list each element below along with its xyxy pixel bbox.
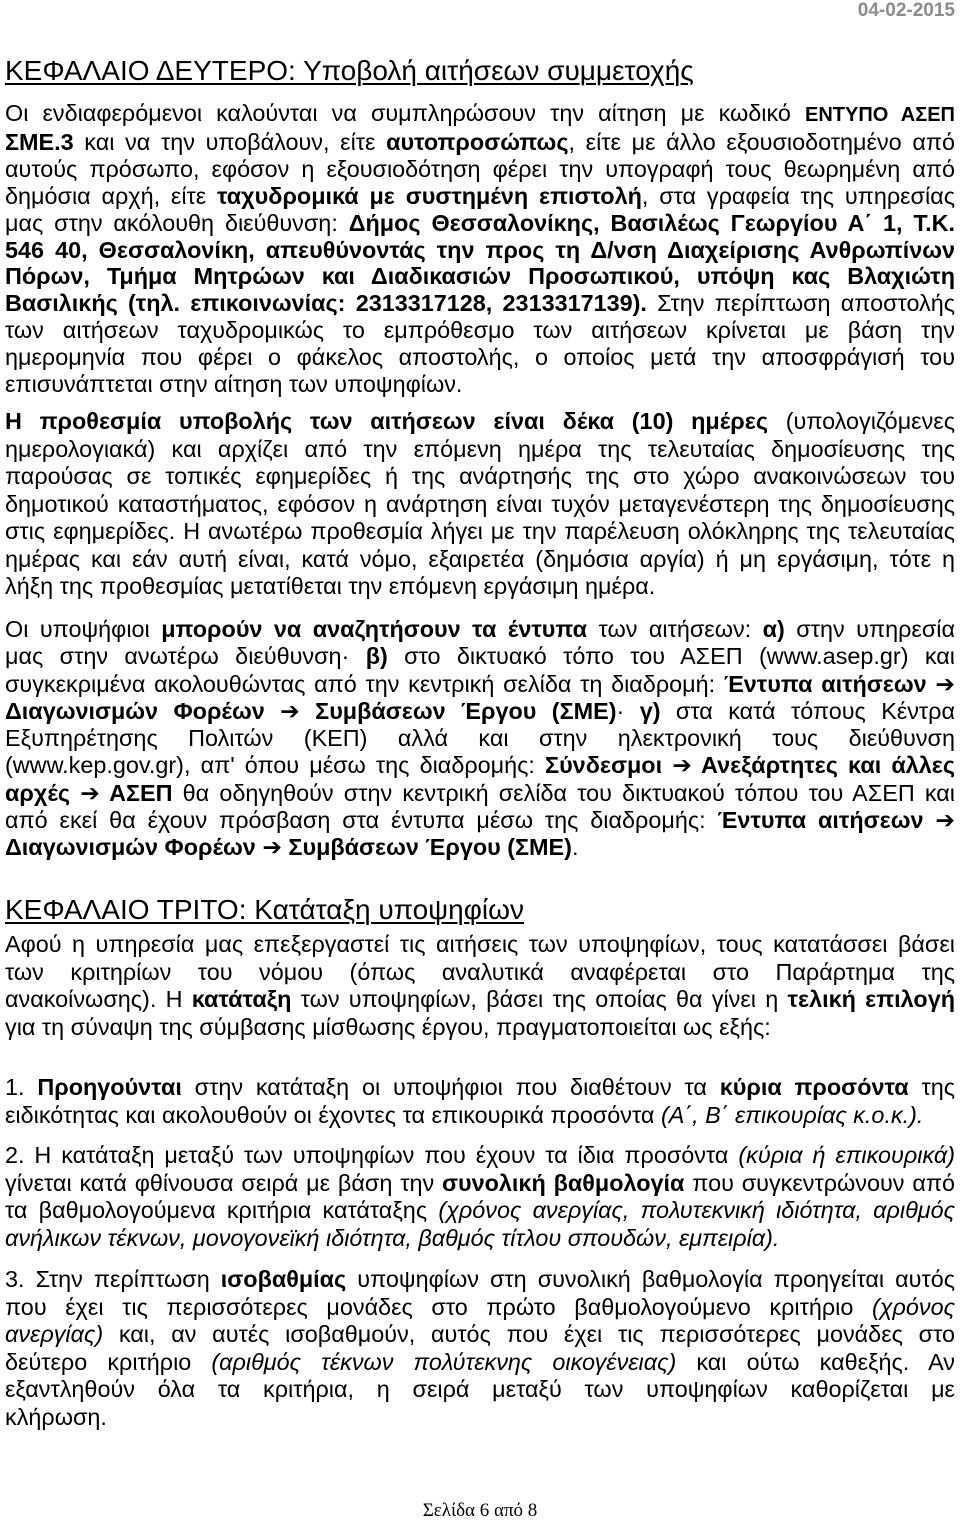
bold-text: Σύνδεσμοι ➔ Ανεξάρτητες και άλλες	[545, 752, 955, 779]
text-line	[5, 491, 955, 519]
text-run: ημερολογιακά) και αρχίζει από την επόμενη ημέρα της τελευταίας δημοσίευσης της	[5, 435, 955, 462]
bold-text: α)	[762, 616, 785, 642]
bold-text: 546 40, Θεσσαλονίκη, απευθύνοντάς την προς τη Δ/νση Διαχείρισης Ανθρωπίνων	[5, 236, 955, 263]
ranking-rule-3	[5, 1266, 955, 1432]
bold-text: Έντυπα αιτήσεων ➔	[723, 670, 955, 697]
text-line	[5, 1073, 955, 1101]
document-date: 04-02-2015	[857, 0, 955, 21]
bold-text: ΣΜΕ.3	[5, 128, 74, 155]
text-run: και, αν αυτές ισοβαθμούν, αυτός που έχει τις περισσότερες μονάδες στο	[103, 1321, 955, 1348]
text-run: ειδικότητας και ακολουθούν οι έχοντες τα επικουρικά προσόντα	[5, 1102, 661, 1128]
text-run: εξαντληθούν όλα τα κριτήρια, η σειρά μεταξύ των υποψηφίων καθορίζεται με	[5, 1376, 955, 1403]
text-run: στην κατάταξη οι υποψήφιοι που διαθέτουν τα	[181, 1074, 720, 1100]
text-run: για τη σύναψη της σύμβασης μίσθωσης έργου, πραγματοποιείται ως εξής:	[5, 1014, 771, 1041]
text-run: 2. Η κατάταξη μεταξύ των υποψηφίων που έχουν τα ίδια προσόντα	[5, 1142, 739, 1168]
italic-text: (χρόνος	[871, 1293, 955, 1320]
bold-text: γ)	[639, 697, 661, 724]
bold-text: Βασιλικής (τηλ. επικοινωνίας: 2313317128, 2313317139).	[5, 290, 647, 317]
text-line	[5, 1349, 955, 1377]
page-of-label: από	[493, 1500, 524, 1521]
bold-text: β)	[365, 643, 388, 670]
text-run: ανακοίνωσης). Η	[5, 986, 192, 1013]
bold-text: μπορούν να αναζητήσουν τα έντυπα	[161, 616, 588, 642]
text-run: δεύτερο κριτήριο	[5, 1348, 212, 1375]
text-run: ημερομηνία που φέρει ο φάκελος αποστολής, ο οποίος μετά την αποσφράγισή του	[5, 344, 955, 371]
text-line	[5, 671, 955, 698]
bold-text: Έντυπα αιτήσεων ➔	[717, 806, 955, 833]
bold-text: αυτοπροσώπως	[386, 128, 569, 155]
text-line	[5, 1225, 955, 1253]
text-line	[5, 263, 955, 290]
text-line	[5, 518, 955, 546]
text-run: παρούσας σε τοπικές εφημερίδες ή της ανάρτησής της στο χώρο ανακοινώσεων του	[5, 463, 955, 489]
text-run: μας στην ακόλουθη διεύθυνση:	[5, 209, 349, 236]
text-line	[5, 1266, 955, 1294]
text-run: που συγκεντρώνουν από	[684, 1169, 955, 1196]
text-line	[5, 1404, 955, 1432]
text-line	[5, 237, 955, 264]
text-line	[5, 1170, 955, 1198]
text-run: Οι υποψήφιοι	[5, 616, 162, 642]
text-line	[5, 1321, 955, 1349]
text-run: (υπολογιζόμενες	[768, 408, 955, 434]
bold-text: κατάταξη	[191, 986, 292, 1013]
text-run: της	[908, 1074, 955, 1100]
text-line	[5, 156, 955, 183]
text-run: στις εφημερίδες. Η ανωτέρω προθεσμία λήγει με την παρέλευση ολόκληρης της τελευταίας	[5, 518, 955, 544]
text-run: μας στην ανωτέρω διεύθυνση·	[5, 643, 366, 670]
text-line	[5, 643, 955, 670]
text-run: 1.	[5, 1074, 38, 1100]
text-line	[5, 807, 955, 834]
text-run: αυτούς πρόσωπο, εφόσον η εξουσιοδότηση φέρει την υπογραφή τους θεωρημένη από	[5, 155, 955, 182]
paragraph-application-forms	[5, 616, 955, 861]
text-run: Οι ενδιαφερόμενοι καλούνται να συμπληρώσουν την αίτηση με κωδικό	[5, 100, 806, 126]
text-run: (www.kep.gov.gr), απ' όπου μέσω της διαδρομής:	[5, 752, 546, 779]
italic-text: (χρόνος ανεργίας, πολυτεκνική ιδιότητα, αριθμός	[438, 1197, 955, 1224]
bold-text: τελική επιλογή	[787, 986, 955, 1013]
text-line	[5, 986, 955, 1014]
bold-text: Η προθεσμία υποβολής των αιτήσεων είναι δέκα (10) ημέρες	[5, 408, 768, 434]
italic-text: (Α΄, Β΄ επικουρίας κ.ο.κ.).	[660, 1102, 924, 1128]
text-line	[5, 698, 955, 725]
chapter-3-heading: ΚΕΦΑΛΑΙΟ ΤΡΙΤΟ: Κατάταξη υποψηφίων	[5, 894, 524, 925]
paragraph-submission-deadline	[5, 408, 955, 601]
text-line	[5, 780, 955, 807]
text-run: στο δικτυακό τόπο του ΑΣΕΠ (www.asep.gr) και	[387, 643, 955, 670]
bold-text: ταχυδρομικά με συστημένη επιστολή	[217, 182, 642, 209]
bold-text: αρχές ➔ ΑΣΕΠ	[5, 779, 173, 806]
text-run: τα βαθμολογούμενα κριτήρια κατάταξης	[5, 1197, 439, 1224]
text-run: υποψηφίων στη συνολική βαθμολογία προηγείται αυτός	[346, 1266, 955, 1292]
page-number-current: 6	[479, 1500, 490, 1521]
text-line	[5, 1014, 955, 1042]
text-run: .	[571, 834, 579, 860]
text-run: στην υπηρεσία	[784, 616, 955, 642]
italic-text: (αριθμός τέκνων πολύτεκνης οικογένειας)	[211, 1348, 677, 1375]
page-label: Σελίδα	[422, 1500, 475, 1521]
text-run: δημοτικού καταστήματος, εφόσον η ανάρτηση είναι τυχόν μεταγενέστερη της δημοσίευσης	[5, 490, 955, 517]
text-run: , είτε με άλλο εξουσιοδοτημένο από	[568, 128, 955, 155]
text-line	[5, 183, 955, 210]
text-run: στα κατά τόπους Κέντρα	[660, 697, 955, 724]
text-line	[5, 931, 955, 959]
ranking-rule-2	[5, 1142, 955, 1252]
text-run: 3. Στην περίπτωση	[5, 1266, 221, 1292]
text-line	[5, 1142, 955, 1170]
bold-text: Πόρων, Τμήμα Μητρώων και Διαδικασιών Προσωπικού, υπόψη κας Βλαχιώτη	[5, 263, 955, 290]
text-run: συγκεκριμένα ακολουθώντας από την κεντρική σελίδα τη διαδρομή:	[5, 670, 724, 697]
text-run: των αιτήσεων ταχυδρομικώς το εμπρόθεσμο των αιτήσεων κρίνεται με βάση την	[5, 317, 955, 344]
paragraph-ranking-intro	[5, 931, 955, 1042]
text-run: των υποψηφίων, βάσει της οποίας θα γίνει η	[291, 986, 788, 1013]
text-line	[5, 616, 955, 643]
text-line	[5, 725, 955, 752]
text-line	[5, 371, 955, 398]
paragraph-submission-method	[5, 100, 955, 398]
text-run: λήξη της προθεσμίας μετατίθεται την επόμενη εργάσιμη ημέρα.	[5, 573, 656, 599]
text-line	[5, 129, 955, 156]
text-run: , στα γραφεία της υπηρεσίας	[641, 182, 955, 209]
text-line	[5, 1376, 955, 1404]
italic-text: ανεργίας)	[5, 1321, 104, 1348]
page-footer	[0, 1500, 960, 1522]
text-run: ημέρας και εάν αυτή είναι, κατά νόμο, εξαιρετέα (δημόσια αργία) ή μη εργάσιμη, τότε η	[5, 545, 955, 572]
text-run: που έχει τις περισσότερες μονάδες στο πρώτο βαθμολογούμενο κριτήριο	[5, 1293, 872, 1320]
text-line	[5, 546, 955, 574]
text-line	[5, 463, 955, 491]
text-run: και ούτω καθεξής. Αν	[676, 1348, 955, 1375]
page-number-total: 8	[527, 1500, 538, 1521]
bold-text: ισοβαθμίας	[220, 1266, 347, 1292]
text-line	[5, 834, 955, 861]
text-line	[5, 1294, 955, 1322]
text-run: Αφού η υπηρεσία μας επεξεργαστεί τις αιτήσεις των υποψηφίων, τους κατατάσσει βάσει	[5, 931, 955, 957]
text-line	[5, 752, 955, 779]
text-run: από εκεί θα έχουν πρόσβαση στα έντυπα μέσω της διαδρομής:	[5, 806, 718, 833]
text-line	[5, 436, 955, 464]
text-run: δημόσια αρχή, είτε	[5, 182, 218, 209]
text-line	[5, 1197, 955, 1225]
text-line	[5, 573, 955, 601]
ranking-rule-1	[5, 1073, 955, 1129]
text-run: των αιτήσεων:	[587, 616, 763, 642]
text-line	[5, 408, 955, 436]
text-line	[5, 1101, 955, 1129]
text-run: ·	[616, 697, 640, 724]
italic-text: (κύρια ή επικουρικά)	[738, 1142, 955, 1168]
bold-text: Προηγούνται	[37, 1074, 182, 1100]
bold-text: Διαγωνισμών Φορέων ➔ Συμβάσεων Έργου (ΣΜΕ)	[5, 834, 572, 860]
bold-text: Δήμος Θεσσαλονίκης, Βασιλέως Γεωργίου Α΄ 1, Τ.Κ.	[348, 209, 955, 236]
text-run: θα οδηγηθούν στην κεντρική σελίδα του δικτυακού τόπου του ΑΣΕΠ και	[172, 779, 956, 806]
text-line	[5, 344, 955, 371]
bold-text: συνολική βαθμολογία	[442, 1169, 685, 1196]
text-run: και να την υποβάλουν, είτε	[73, 128, 387, 155]
bold-text: κύρια προσόντα	[719, 1074, 909, 1100]
text-line	[5, 100, 955, 129]
text-run: κλήρωση.	[5, 1403, 107, 1430]
text-run: των κριτηρίων του νόμου (όπως αναλυτικά αναφέρεται στο Παράρτημα της	[5, 958, 955, 985]
bold-small-text: ΕΝΤΥΠΟ ΑΣΕΠ	[805, 104, 955, 126]
text-line	[5, 290, 955, 317]
text-run: επισυνάπτεται στην αίτηση των υποψηφίων.	[5, 371, 463, 398]
italic-text: ανήλικων τέκνων, μονογονεϊκή ιδιότητα, βαθμός τίτλου σπουδών, εμπειρία).	[5, 1224, 780, 1251]
text-line	[5, 959, 955, 987]
chapter-2-heading: ΚΕΦΑΛΑΙΟ ΔΕΥΤΕΡΟ: Υποβολή αιτήσεων συμμετοχής	[5, 55, 694, 86]
text-run: γίνεται κατά φθίνουσα σειρά με βάση την	[5, 1169, 442, 1196]
text-run: Εξυπηρέτησης Πολιτών (ΚΕΠ) αλλά και στην ηλεκτρονική τους διεύθυνση	[5, 725, 955, 751]
text-run: Στην περίπτωση αποστολής	[646, 290, 955, 317]
text-line	[5, 317, 955, 344]
bold-text: Διαγωνισμών Φορέων ➔ Συμβάσεων Έργου (ΣΜΕ)	[5, 697, 617, 724]
text-line	[5, 210, 955, 237]
